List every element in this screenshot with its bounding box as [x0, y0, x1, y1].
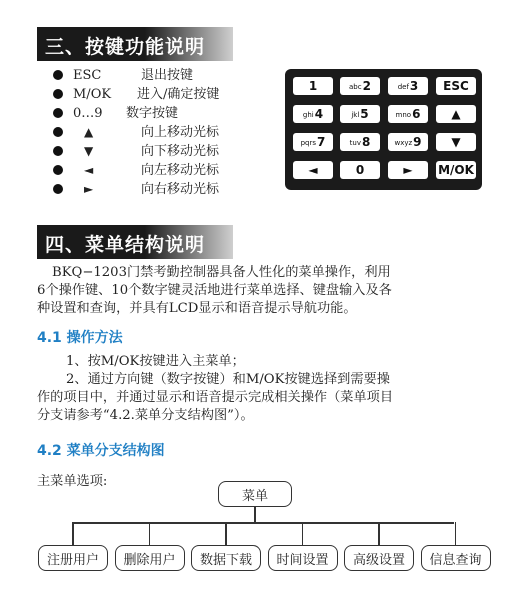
section-banner-menu [37, 225, 233, 259]
menu-branch-label: 高级设置 [352, 552, 405, 568]
key-description: 向上移动光标 [141, 125, 220, 140]
key-label: 7 [317, 135, 326, 149]
menu-branch-label: 删除用户 [123, 552, 176, 568]
intro-line: 6个操作键、10个数字键灵活地进行菜单选择、键盘输入及各 [37, 283, 392, 298]
key-label: ▼ [451, 135, 461, 149]
menu-branch-label: 数据下载 [199, 552, 252, 568]
menu-branch-label: 注册用户 [46, 552, 99, 568]
key-function-item [53, 142, 220, 161]
key-label: 4 [314, 107, 324, 121]
keypad-key [388, 133, 428, 151]
key-label: 5 [360, 107, 369, 121]
key-label: 1 [308, 79, 318, 93]
tree-connector [455, 522, 457, 546]
key-label: 2 [362, 79, 371, 93]
key-function-item [53, 123, 220, 142]
key-name: ► [84, 182, 94, 196]
bullet-icon [53, 165, 63, 175]
tree-connector [149, 522, 151, 546]
key-name: ◄ [84, 163, 94, 177]
menu-root-label: 菜单 [241, 488, 268, 504]
menu-branch-node [421, 545, 491, 571]
step-line: 2、通过方向键（数字按键）和M/OK按键选择到需要操 [66, 372, 390, 387]
bullet-icon [53, 89, 63, 99]
keypad-key [293, 105, 333, 123]
key-function-item [53, 161, 220, 180]
bullet-icon [53, 127, 63, 137]
keypad-key [340, 105, 380, 123]
key-name: M/OK [73, 87, 112, 102]
keypad-key [436, 105, 476, 123]
subheading-4-1: 4.1 操作方法 [37, 330, 123, 346]
step-line: 1、按M/OK按键进入主菜单； [66, 354, 245, 369]
keypad-key [293, 77, 333, 95]
tree-connector [302, 522, 304, 546]
tree-connector [254, 507, 256, 523]
bullet-icon [53, 146, 63, 156]
key-function-item [53, 85, 220, 104]
intro-line: 种设置和查询，并具有LCD显示和语音提示导航功能。 [37, 301, 357, 316]
keypad-illustration [285, 69, 482, 190]
key-name: ESC [73, 68, 102, 83]
key-letters: pqrs [300, 139, 317, 147]
intro-line: BKQ−1203门禁考勤控制器具备人性化的菜单操作，利用 [52, 265, 391, 280]
menu-branch-node [344, 545, 414, 571]
key-letters: abc [349, 83, 362, 91]
key-letters: mno [395, 111, 412, 119]
keypad-key [340, 161, 380, 179]
keypad-key [436, 161, 476, 179]
menu-branch-node [191, 545, 261, 571]
bullet-icon [53, 70, 63, 80]
menu-branch-label: 时间设置 [276, 552, 329, 568]
key-function-item [53, 104, 179, 123]
step-line: 分支请参考“4.2.菜单分支结构图”）。 [37, 408, 254, 423]
keypad-key [293, 133, 333, 151]
section-title: 三、按键功能说明 [45, 36, 206, 58]
tree-connector [378, 522, 380, 546]
key-letters: ghi [302, 111, 314, 119]
keypad-key [388, 105, 428, 123]
key-label: ◄ [308, 163, 318, 177]
keypad-key [388, 161, 428, 179]
key-description: 向下移动光标 [141, 144, 220, 159]
keypad-key [436, 77, 476, 95]
key-description: 进入/确定按键 [137, 87, 220, 102]
bullet-icon [53, 108, 63, 118]
keypad-key [340, 77, 380, 95]
bullet-icon [53, 184, 63, 194]
section-banner-keys [37, 27, 233, 61]
menu-root-node [218, 481, 292, 507]
keypad-key [388, 77, 428, 95]
key-name: ▼ [84, 144, 94, 158]
menu-branch-node [38, 545, 108, 571]
subheading-4-2: 4.2 菜单分支结构图 [37, 443, 165, 459]
menu-branch-node [268, 545, 338, 571]
key-function-item [53, 66, 194, 85]
key-letters: def [397, 83, 409, 91]
menu-branch-node [115, 545, 185, 571]
keypad-key [436, 133, 476, 151]
key-description: 退出按键 [141, 68, 194, 83]
keypad-key [340, 133, 380, 151]
key-label: ESC [443, 79, 469, 93]
menu-branch-label: 信息查询 [429, 552, 482, 568]
key-label: 0 [355, 163, 365, 177]
main-menu-label: 主菜单选项: [37, 474, 108, 489]
key-label: ► [403, 163, 413, 177]
key-label: 9 [413, 135, 422, 149]
section-title: 四、菜单结构说明 [45, 234, 206, 256]
keypad-key [293, 161, 333, 179]
key-description: 向左移动光标 [141, 163, 220, 178]
key-name: 0…9 [73, 106, 103, 121]
key-label: 8 [361, 135, 371, 149]
key-label: M/OK [438, 163, 474, 177]
tree-connector [72, 522, 74, 546]
key-name: ▲ [84, 125, 94, 139]
key-description: 向右移动光标 [141, 182, 220, 197]
step-line: 作的项目中，并通过显示和语音提示完成相关操作（菜单项目 [37, 390, 394, 405]
key-letters: tuv [349, 139, 361, 147]
key-description: 数字按键 [126, 106, 179, 121]
tree-connector [72, 522, 454, 524]
key-label: ▲ [451, 107, 461, 121]
key-letters: jkl [351, 111, 360, 119]
key-label: 3 [409, 79, 419, 93]
tree-connector [225, 522, 227, 546]
key-letters: wxyz [394, 139, 413, 147]
key-function-item [53, 180, 220, 199]
key-label: 6 [412, 107, 421, 121]
